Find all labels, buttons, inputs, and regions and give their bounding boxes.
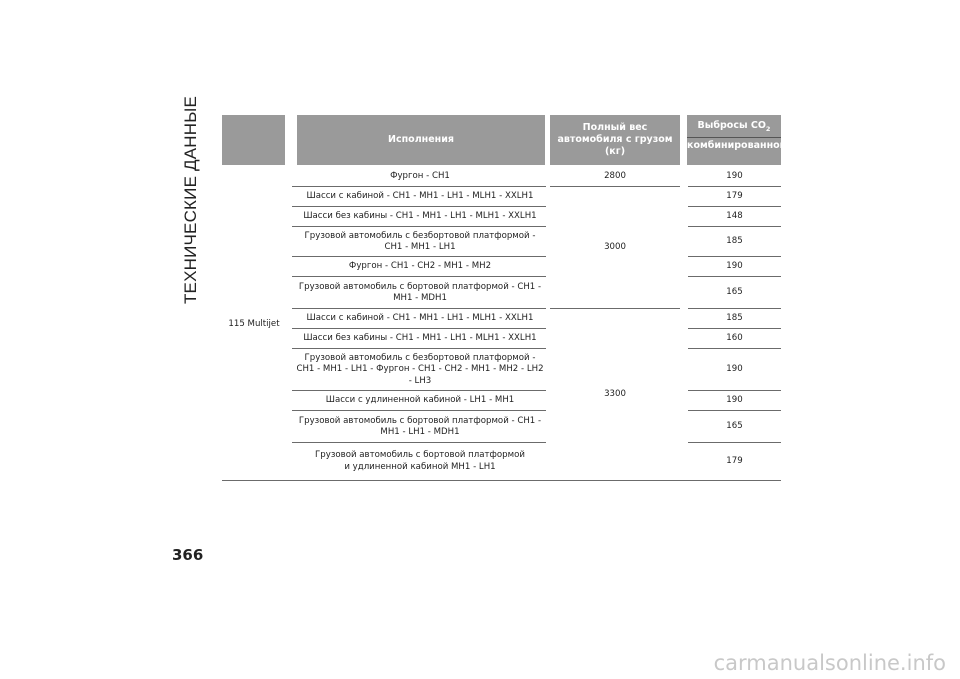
row-divider [292,276,546,277]
version-cell: Шасси с кабиной - CH1 - MH1 - LH1 - MLH1 - XXLH1 [306,313,534,324]
co2-cell: 148 [726,211,743,222]
watermark: carmanualsonline.info [713,651,946,675]
row-divider [292,442,546,443]
page-number: 366 [172,546,204,564]
co2-cell: 190 [726,395,743,406]
row-divider [688,186,781,187]
co2-cell: 179 [726,455,743,466]
co2-cell: 185 [726,313,743,324]
row-divider [688,390,781,391]
header-emissions-top: Выбросы $CO_2$ [687,115,781,138]
table-bottom-border [222,480,781,481]
version-cell: Фургон - CH1 - CH2 - MH1 - MH2 [348,261,492,272]
row-divider [292,410,546,411]
version-cell: Шасси с удлиненной кабиной - LH1 - MH1 [325,395,515,406]
version-cell: Грузовой автомобиль с бортовой платформой - CH1 - MH1 - MDH1 [298,281,542,303]
version-cell: Грузовой автомобиль с бортовой платформой - CH1 - MH1 - LH1 - MDH1 [298,415,542,437]
co2-cell: 190 [726,171,743,182]
weight-divider [550,308,680,309]
row-divider [688,206,781,207]
row-divider [688,410,781,411]
weight-cell-2800: 2800 [604,171,626,182]
co2-cell: 179 [726,191,743,202]
row-divider [292,206,546,207]
version-cell: Шасси без кабины - CH1 - MH1 - LH1 - MLH1 - XXLH1 [303,211,537,222]
co2-cell: 190 [726,364,743,375]
row-divider [688,256,781,257]
row-divider [292,390,546,391]
header-gross-weight: Полный вес автомобиля с грузом (кг) [550,115,680,165]
row-divider [688,328,781,329]
row-divider [292,186,546,187]
row-divider [688,348,781,349]
header-col-engine [222,115,285,165]
row-divider [688,308,781,309]
co2-cell: 185 [726,236,743,247]
row-divider [292,226,546,227]
weight-cell-3000: 3000 [604,242,626,253]
version-cell: Фургон - CH1 [390,171,450,182]
section-title: ТЕХНИЧЕСКИЕ ДАННЫЕ [181,95,200,305]
header-combined: комбинированного типа [687,140,820,151]
version-cell: Грузовой автомобиль с безбортовой платформой - CH1 - MH1 - LH1 [304,230,536,252]
engine-cell: 115 Multijet [228,318,280,329]
version-cell: Шасси без кабины - CH1 - MH1 - LH1 - MLH1 - XXLH1 [303,333,537,344]
header-emissions [687,115,820,165]
version-cell: Грузовой автомобиль с безбортовой платформой - CH1 - MH1 - LH1 - Фургон - CH1 - CH2 - MH1 - MH2 - LH2 - LH3 [296,353,544,386]
weight-divider [550,186,680,187]
co2-cell: 165 [726,421,743,432]
row-divider [688,226,781,227]
row-divider [688,442,781,443]
co2-cell: 160 [726,333,743,344]
version-cell: Шасси с кабиной - CH1 - MH1 - LH1 - MLH1 - XXLH1 [306,191,534,202]
co2-cell: 165 [726,287,743,298]
row-divider [292,308,546,309]
weight-cell-3300: 3300 [604,388,626,399]
header-versions: Исполнения [297,115,545,165]
co2-cell: 190 [726,261,743,272]
row-divider [292,256,546,257]
row-divider [688,276,781,277]
row-divider [292,348,546,349]
row-divider [292,328,546,329]
version-cell: Грузовой автомобиль с бортовой платформой и удлиненной кабиной MH1 - LH1 [315,450,525,472]
